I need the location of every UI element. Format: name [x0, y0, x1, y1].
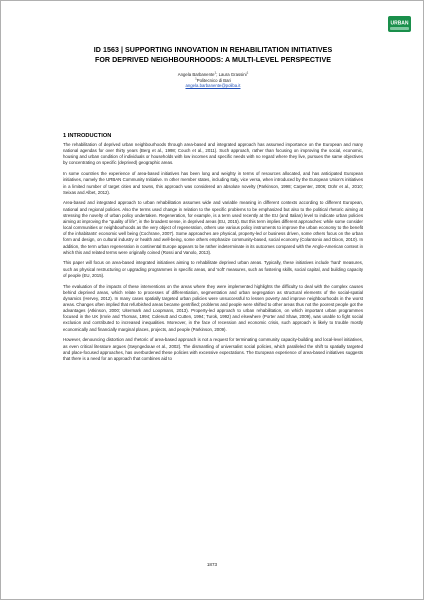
- paragraph: In some countries the experience of area-based initiatives has been long and weighty in terms of resources allocated, and has anticipated European initiatives, namely the URBAN Community Initiative. In other member states, including Italy, vice versa, when introduced by the European Union's initiatives in a limited number of target cities and towns, this approach was considered an absolute novelty (Parkinson, 1998; Carpenter, 2006; Dühr et al., 2010; Seixas and Albet, 2012).: [63, 171, 363, 195]
- author-1: Angela Barbanente: [177, 72, 215, 77]
- paper-header: [61, 45, 365, 89]
- affiliation: Politecnico di Bari: [196, 77, 231, 83]
- author-email-link[interactable]: angela.barbanente@poliba.it: [185, 83, 241, 89]
- author-2-affiliation-mark: 1: [246, 70, 249, 75]
- paper-title: [61, 45, 365, 65]
- paragraph: This paper will focus on area-based integrated initiatives aiming to rehabilitate deprived urban areas. Typically, these initiatives include 'hard' measures, such as physical restructuring or upgrading programmes in specific areas, and 'soft' measures, such as fostering skills, social capital, and building capacity of people (EU, 2015).: [63, 260, 363, 278]
- paragraph: Area-based and integrated approach to urban rehabilitation assumes wide and variable meaning in different contexts according to different European, national and regional policies. Also the terms used change in relation to the specific problems to be emphasized but also to the political rhetoric aiming at stressing the novelty of urban policy undertaken. Regeneration, for example, is a term used recently at the EU (and Italian) level to indicate urban policies aiming at improving the "quality of life", in the broadest sense, in deprived areas (EU, 2015). But this term implies different approaches: while some consider local communities or neighbourhoods as the very object of regeneration, others use various policy instruments to improve the urban economy to the benefit of the inhabitants' economic well being (Cochrane, 2007). Some approaches are physical, property-led or business driven, some others focus on the urban form and design, on cultural industry or health and well-being, some others emphasize community-based, social economy (Colantonio and Dixon, 2010). In addition, the term urban regeneration in continental Europe appears to be rather indeterminate in its outcomes compared with the Anglo-American context in which this and related terms were originally coined (Rossi and Vanolo, 2013).: [63, 200, 363, 255]
- urban-logo-icon: [388, 16, 411, 32]
- author-2: Laura Grassini: [218, 72, 247, 77]
- body-text: [63, 142, 363, 367]
- author-block: Angela Barbanente$^1$; Laura Grassini$^1$ $^1$Politecnico di Bari angela.barbanente@poliba.it: [177, 70, 249, 89]
- author-1-affiliation-mark: 1: [214, 70, 217, 75]
- logo-text: URBAN: [390, 20, 409, 27]
- section-heading: 1 INTRODUCTION: [63, 133, 112, 139]
- paper-title-line-1: ID 1563 | SUPPORTING INNOVATION IN REHABILITATION INITIATIVES: [93, 46, 333, 54]
- paper-title-line-2: FOR DEPRIVED NEIGHBOURHOODS: A MULTI-LEVEL PERSPECTIVE: [94, 56, 332, 64]
- paragraph: The rehabilitation of deprived urban neighbourhoods through area-based and integrated approach has assumed importance on the European and many national agendas for over thirty years (Berg et al., 1998; Couch et al., 2011). Such approach, rather than focusing on improving the social, economic, housing and urban condition of individuals or households with low incomes and specific needs with no regard where they live, pursues the same objectives by concentrating on specific (deprived) geographic areas.: [63, 142, 363, 166]
- paragraph: However, denouncing distortion and rhetoric of area-based approach is not a request for terminating community capacity-building and local-level initiatives, as even critical literature argues (Swyngedouw et al., 2002). The dismantling of universalist social policies, which paralleled the shift to spatially targeted and place-focused approaches, has overburdened these policies with excessive expectations. The European experience of area-based initiatives suggests that there is a need for an approach that combines aid to: [63, 337, 363, 361]
- paragraph: The evaluation of the impacts of these interventions on the areas where they were implemented highlights the difficulty to deal with the complex causes behind deprived areas, which relate to processes of differentiation, segmentation and urban segregation as structural elements of the social-spatial dynamics (Hervey, 2012). In many cases spatially targeted urban policies were unsuccessful to lessen poverty and improve neighbourhoods in the worst areas. Changes often implied that refurbished areas became gentrified; problems and people were shifted to other areas thus not the poorest people got the advantages (Atkinson, 2000; Uitermark and Loopmans, 2013). Property-led approach to urban rehabilitation, on which important urban programmes focused in the UK (Imrie and Thomas, 1994; Colenutt and Cutten, 1994; Turok, 1992) and elsewhere (Porter and Shaw, 2009), was unable to fight social exclusion and contributed to increased inequalities. Moreover, in the face of recession and economic crisis, such approach is likely to trouble mostly economically and financially marginal places, projects, and people (Parkinson, 2009).: [63, 283, 363, 332]
- affiliation-mark: 1: [195, 76, 197, 81]
- page-number: 1873: [206, 562, 218, 567]
